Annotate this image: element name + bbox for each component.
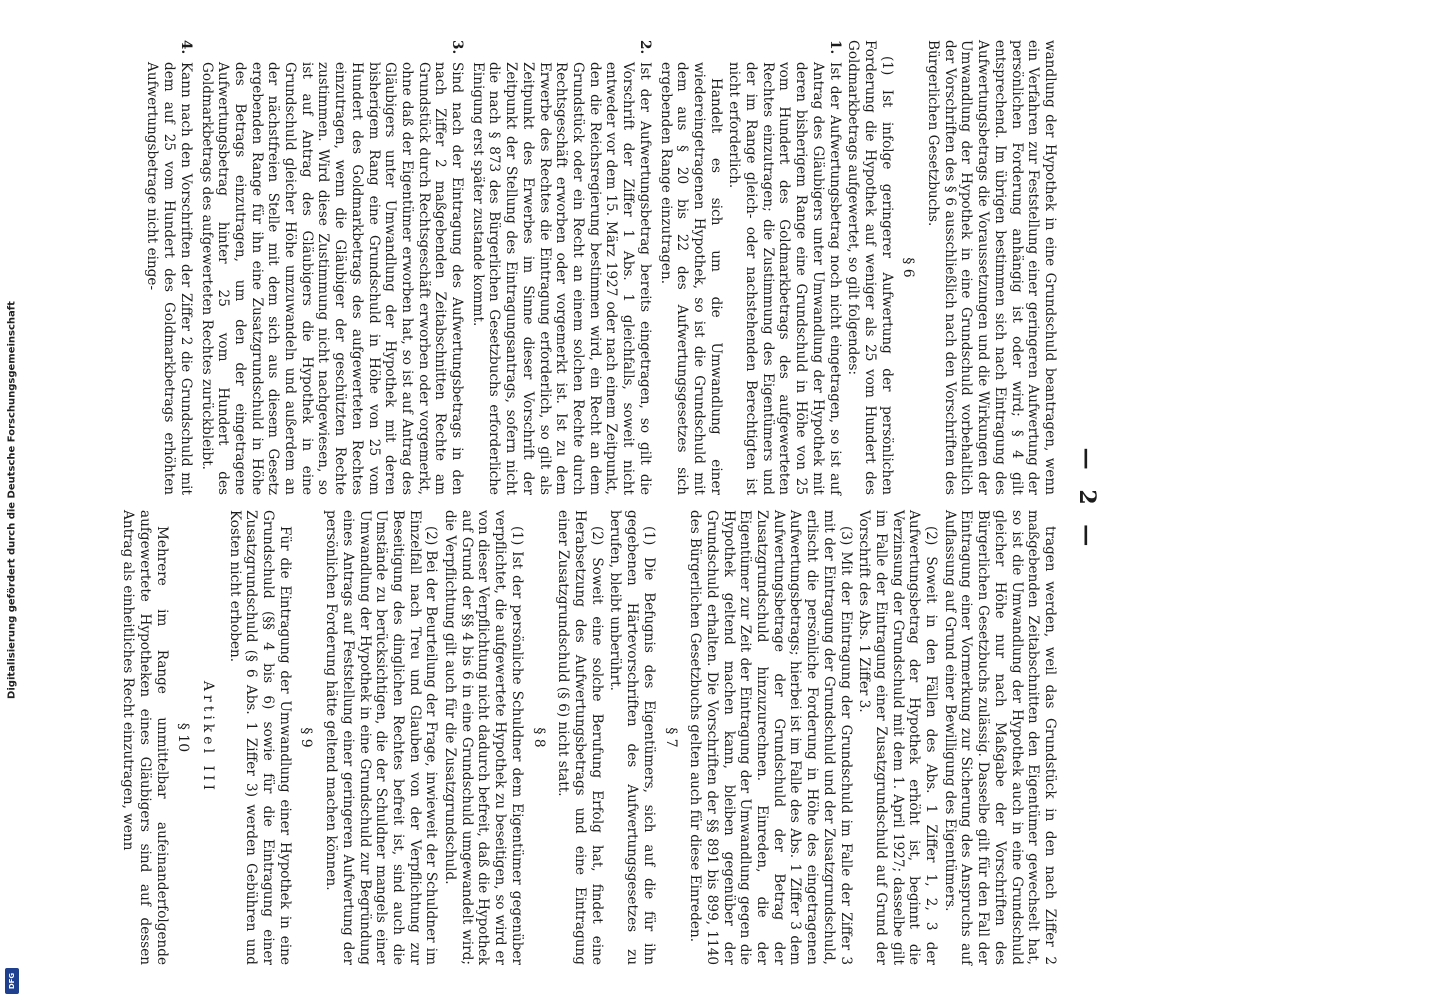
document-page — [100, 30, 1100, 970]
paragraph-3: (3) Mit der Eintragung der Grundschuld im Falle der Ziffer 3 mit der Eintragung der Grundschuld und der Zusatzgrundschuld, erlischt die persönliche Forderung in Höhe des eingetragenen Aufwertungsbetrags; hierbei ist im Falle des Abs. 1 Ziffer 3 dem Aufwertungsbetrage der Grundschuld der Betrag der Zusatzgrundschuld hinzuzurechnen. Einreden, die der Eigentümer zur Zeit der Eintragung der Umwandlung gegen die Hypothek geltend machen kann, bleiben gegenüber der Grundschuld erhalten. Die Vorschriften der §§ 891 bis 899, 1140 des Bürgerlichen Gesetzbuchs gelten auch für diese Einreden. — [687, 510, 854, 965]
section-8-para-1: (1) Ist der persönliche Schuldner dem Eigentümer gegenüber verpflichtet, die aufgewertete Hypothek zu beseitigen, so wird er von dieser Verpflichtung nicht dadurch befreit, daß die Hypothek auf Grund der §§ 4 bis 6 in eine Grundschuld umgewandelt wird; die Verpflichtung gilt auch für die Zusatzgrundschuld. — [442, 510, 525, 965]
item-number: 3. — [449, 40, 466, 55]
section-8-heading: § 8 — [530, 727, 547, 748]
list-item — [144, 40, 194, 495]
dfg-logo-text: DFG — [8, 972, 16, 990]
item-number: 2. — [636, 40, 653, 55]
item-text: Kann nach den Vorschriften der Ziffer 2 die Grundschuld mit dem auf 25 vom Hundert des Goldmarkbetrags erhöhten Aufwertungsbetrage nicht einge- — [144, 62, 194, 495]
page-number: — 2 — — [1074, 447, 1100, 553]
section-8-para-2: (2) Bei der Beurteilung der Frage, inwieweit der Schuldner im Einzelfall nach Treu und Glauben von der Verpflichtung zur Beseitigung des dinglichen Rechtes befreit ist, sind auch die Umstände zu berücksichtigen, die der Schuldner mangels einer Umwandlung der Hypothek in eine Grundschuld zur Begründung eines Antrags auf Feststellung einer geringeren Aufwertung der persönlichen Forderung hätte geltend machen können. — [323, 510, 440, 965]
article-heading: Artikel III — [199, 680, 216, 795]
section-9-heading: § 9 — [298, 727, 315, 748]
list-item — [657, 40, 843, 495]
intro-paragraph: wandlung der Hypothek in eine Grundschuld beantragen, wenn ein Verfahren zur Feststellung einer geringeren Aufwertung der persönlichen Forderung anhängig ist oder wird; § 4 gilt entsprechend. Im übrigen bestimmen sich nach Eintragung des Aufwertungsbetrags die Voraussetzungen und die Wirkungen der Umwandlung der Hypothek in eine Grundschuld vorbehaltlich der Vorschriften des § 6 ausschließlich nach den Vorschriften des Bürgerlichen Gesetzbuchs. — [925, 40, 1058, 495]
item-text: Ist der Aufwertungsbetrag noch nicht eingetragen, so ist auf Antrag des Gläubigers unter Umwandlung der Hypothek mit deren bisherigem Range eine Grundschuld in Höhe von 25 vom Hundert des Goldmarkbetrags des aufgewerteten Rechtes einzutragen; die Zustimmung des Eigentümers und der im Range gleich- oder nachstehenden Berechtigten ist nicht erforderlich. — [726, 62, 843, 495]
section-10-para: Mehrere im Range unmittelbar aufeinanderfolgende aufgewertete Hypotheken eines Gläubigers sind auf dessen Antrag als einheitliches Recht einzutragen, wenn — [120, 510, 170, 965]
item-text: Ist der Aufwertungsbetrag bereits eingetragen, so gilt die Vorschrift der Ziffer 1 Abs. 1 gleichfalls, soweit nicht entweder vor dem 15. März 1927 oder nach einem Zeitpunkt, den die Reichsregierung bestimmen wird, ein Recht an dem Grundstück oder ein Recht an einem solchen Rechte durch Rechtsgeschäft erworben oder vorgemerkt ist. Ist zu dem Erwerbe des Rechtes die Eintragung erforderlich, so gilt als Zeitpunkt des Erwerbes im Sinne dieser Vorschrift der Zeitpunkt der Stellung des Eintragungsantrags, sofern nicht die nach § 873 des Bürgerlichen Gesetzbuchs erforderliche Einigung erst später zustande kommt. — [469, 62, 653, 495]
digitization-credit — [2, 0, 22, 1000]
section-6-heading: § 6 — [900, 257, 917, 278]
section-7-para-1: (1) Die Befugnis des Eigentümers, sich auf die für ihn gegebenen Härtevorschriften des Aufwertungsgesetzes zu berufen, bleibt unberührt. — [607, 510, 657, 965]
paragraph-2: (2) Soweit in den Fällen des Abs. 1 Ziffer 1, 2, 3 der Aufwertungsbetrag der Hypothek erhöht ist, beginnt die Verzinsung der Grundschuld mit dem 1. April 1927; dasselbe gilt im Falle der Eintragung einer Zusatzgrundschuld auf Grund der Vorschrift des Abs. 1 Ziffer 3. — [856, 510, 940, 965]
continuation-paragraph: tragen werden, weil das Grundstück in den nach Ziffer 2 maßgebenden Zeitabschnitten den Eigentümer gewechselt hat, so ist die Umwandlung der Hypothek auch in eine Grundschuld gleicher Höhe nur nach Maßgabe der Vorschriften des Bürgerlichen Gesetzbuchs zulässig. Dasselbe gilt für den Fall der Eintragung einer Vormerkung zur Sicherung des Anspruchs auf Auflassung auf Grund einer Bewilligung des Eigentümers. — [941, 510, 1058, 965]
left-column — [140, 40, 1058, 495]
list-item — [469, 40, 653, 495]
credit-text: Digitalisierung gefördert durch die Deutsche Forschungsgemeinschaft — [6, 301, 18, 699]
item-number: 4. — [177, 40, 194, 55]
section-10-heading: § 10 — [175, 722, 192, 753]
section-9-para: Für die Eintragung der Umwandlung einer Hypothek in eine Grundschuld (§§ 4 bis 6) sowie für die Eintragung einer Zusatzgrundschuld (§ 6 Abs. 1 Ziffer 3) werden Gebühren und Kosten nicht erhoben. — [226, 510, 293, 965]
section-7-para-2: (2) Soweit eine solche Berufung Erfolg hat, findet eine Herabsetzung des Aufwertungsbetrags und eine Eintragung einer Zusatzgrundschuld (§ 6) nicht statt. — [555, 510, 605, 965]
section-7-heading: § 7 — [662, 727, 679, 748]
item-number: 1. — [826, 40, 843, 55]
list-item — [198, 40, 465, 495]
item-extra: Handelt es sich um die Umwandlung einer wiedereingetragenen Hypothek, so ist die Grundschuld mit dem aus § 20 bis 22 des Aufwertungsgesetzes sich ergebenden Range einzutragen. — [657, 62, 724, 495]
right-column — [117, 510, 1058, 965]
section-6-intro: (1) Ist infolge geringerer Aufwertung der persönlichen Forderung die Hypothek auf weniger als 25 vom Hundert des Goldmarkbetrags aufgewertet, so gilt folgendes: — [845, 40, 895, 495]
rotated-page-scan — [100, 30, 1100, 970]
dfg-logo-icon — [5, 968, 19, 994]
item-text: Sind nach der Eintragung des Aufwertungsbetrags in den nach Ziffer 2 maßgebenden Zeitabschnitten Rechte am Grundstück durch Rechtsgeschäft erworben oder vorgemerkt, ohne daß der Eigentümer erworben hat, so ist auf Antrag des Gläubigers unter Umwandlung der Hypothek mit deren bisherigem Rang eine Grundschuld in Höhe von 25 vom Hundert des Goldmarkbetrags des aufgewerteten Rechtes einzutragen, wenn die Gläubiger der geschützten Rechte zustimmen. Wird diese Zustimmung nicht nachgewiesen, so ist auf Antrag des Gläubigers die Hypothek in eine Grundschuld gleicher Höhe umzuwandeln und außerdem an der nächstfreien Stelle mit dem sich aus diesem Gesetz ergebenden Range für ihn eine Zusatzgrundschuld in Höhe des Betrags einzutragen, um den der eingetragene Aufwertungsbetrag hinter 25 vom Hundert des Goldmarkbetrags des aufgewerteten Rechtes zurückbleibt. — [198, 62, 466, 495]
